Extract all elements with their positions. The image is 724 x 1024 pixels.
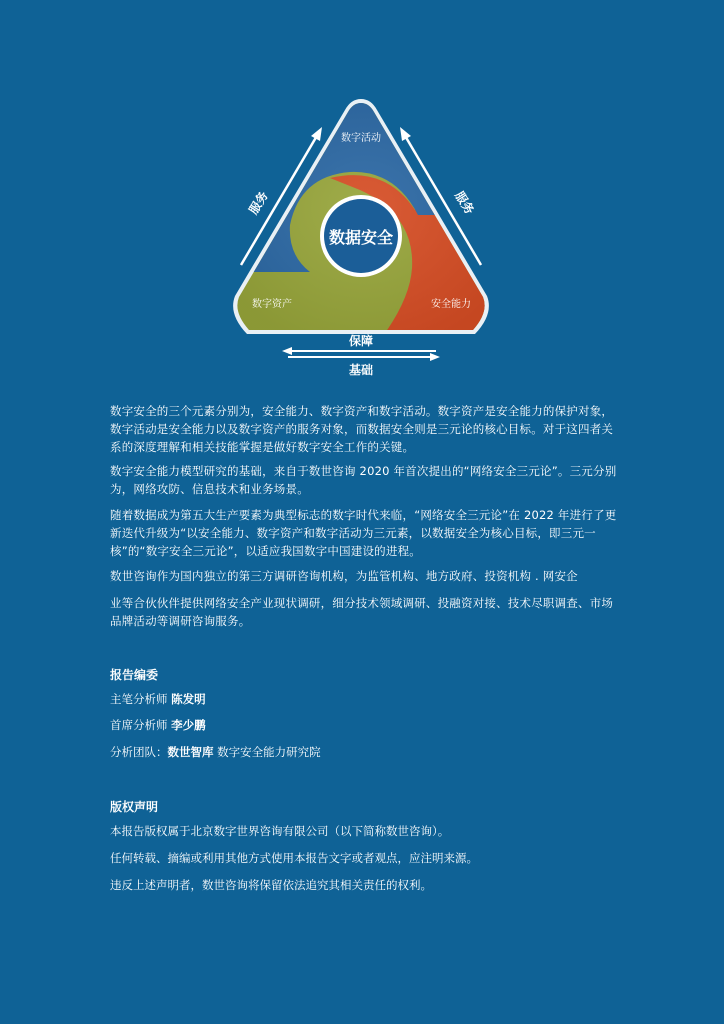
- chief-analyst-line: [110, 690, 206, 708]
- copyright-title: 版权声明: [110, 800, 159, 814]
- bottom-label: 基础: [348, 363, 374, 377]
- left-label: 数字资产: [252, 299, 292, 310]
- right-arrow-label: 服务: [452, 188, 477, 217]
- copyright-line-2: 任何转载、摘编或利用其他方式使用本报告文字或者观点，应注明来源。: [110, 851, 478, 865]
- three-element-diagram: [0, 0, 724, 400]
- lead-analyst-name: 李少鹏: [171, 718, 206, 732]
- bottom-double-arrow: [282, 347, 440, 361]
- bottom-top-label: 保障: [348, 334, 374, 348]
- copyright-line-3: 违反上述声明者，数世咨询将保留依法追究其相关责任的权利。: [110, 878, 432, 892]
- copyright-line-1: 本报告版权属于北京数字世界咨询有限公司（以下简称数世咨询）。: [110, 824, 450, 838]
- analyst-team-suffix: 数字安全能力研究院: [213, 745, 321, 759]
- company-paragraph-line1: 数世咨询作为国内独立的第三方调研咨询机构，为监管机构、地方政府、投资机构 . 网安企: [110, 569, 578, 583]
- analyst-team-label: 分析团队：: [110, 745, 168, 759]
- left-arrow-label: 服务: [246, 188, 271, 217]
- lead-analyst-label: 首席分析师: [110, 718, 168, 732]
- company-paragraph-line2: 业等合伙伙伴提供网络安全产业现状调研，细分技术领域调研、投融资对接、技术尽职调查、市场品牌活动等调研咨询服务。: [110, 596, 614, 628]
- analyst-team-line: [110, 743, 321, 761]
- center-label: 数据安全: [328, 228, 394, 247]
- lead-analyst-line: [110, 716, 206, 734]
- chief-analyst-name: 陈发明: [171, 692, 206, 706]
- right-label: 安全能力: [431, 299, 471, 310]
- analyst-team-name: 数世智库: [167, 745, 214, 759]
- top-label: 数字活动: [341, 133, 381, 144]
- model-basis-paragraph: 数字安全能力模型研究的基础，来自于数世咨询 2020 年首次提出的“网络安全三元论”。三元分别为，网络攻防、信息技术和业务场景。: [110, 464, 617, 496]
- editors-title: 报告编委: [110, 668, 159, 682]
- intro-paragraph: 数字安全的三个元素分别为，安全能力、数字资产和数字活动。数字资产是安全能力的保护对象，数字活动是安全能力以及数字资产的服务对象，而数据安全则是三元论的核心目标。对于这四者关系的深度理解和相关技能掌握是做好数字安全工作的关键。: [110, 404, 614, 454]
- update-paragraph: 随着数据成为第五大生产要素为典型标志的数字时代来临，“网络安全三元论”在 2022 年进行了更新迭代升级为“以安全能力、数字资产和数字活动为三元素，以数据安全为核心目标，即三元一核”的“数字安全三元论”，以适应我国数字中国建设的进程。: [110, 508, 617, 558]
- chief-analyst-label: 主笔分析师: [110, 692, 168, 706]
